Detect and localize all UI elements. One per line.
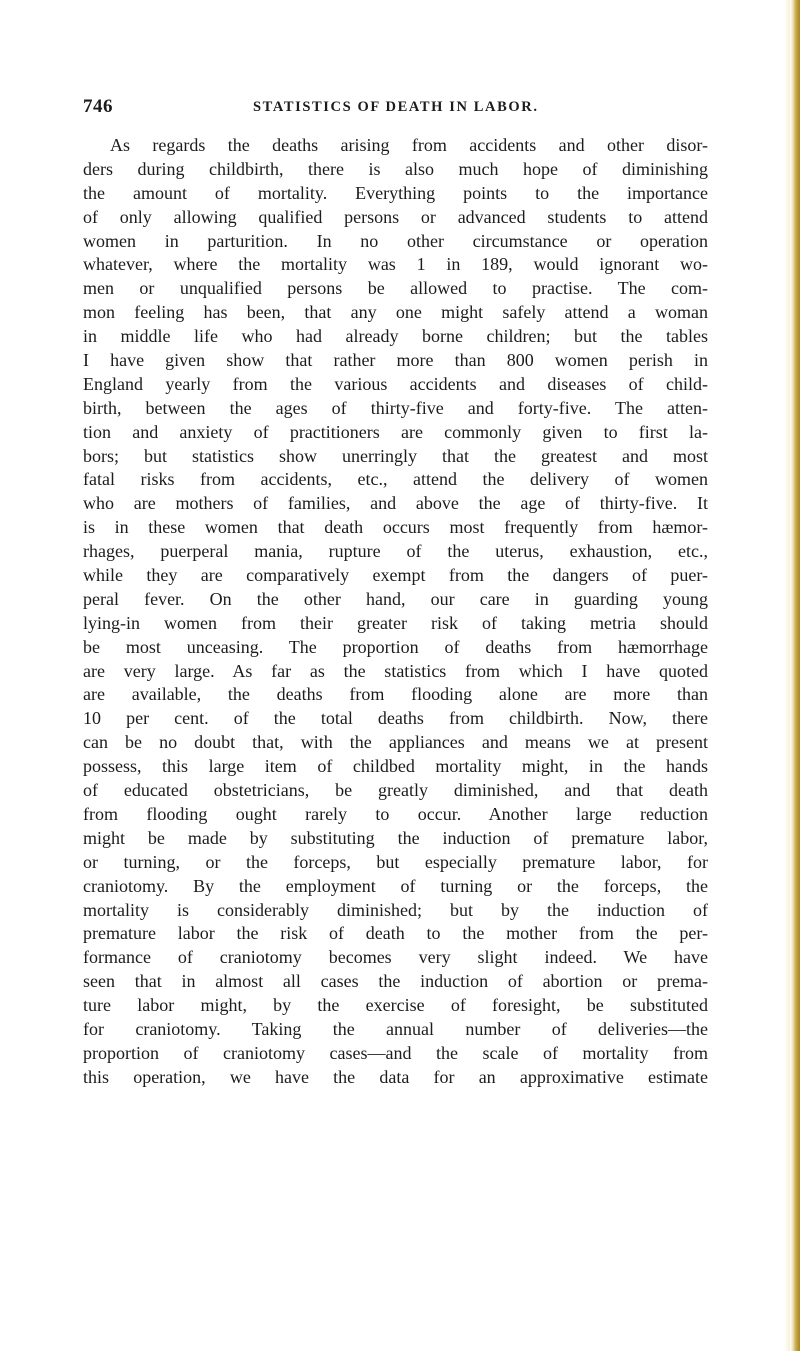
text-line: this operation, we have the data for an approximative estimate [83, 1066, 708, 1087]
text-line: who are mothers of families, and above the age of thirty-five. It [83, 493, 708, 514]
text-line: formance of craniotomy becomes very slight indeed. We have [83, 947, 708, 968]
text-line: are available, the deaths from flooding alone are more than [83, 684, 708, 705]
text-line: the amount of mortality. Everything points to the importance [83, 182, 708, 203]
text-line: tion and anxiety of practitioners are commonly given to first la- [83, 421, 708, 442]
text-line: in middle life who had already borne children; but the tables [83, 326, 708, 347]
text-line: be most unceasing. The proportion of deaths from hæmorrhage [83, 636, 708, 657]
text-line: 10 per cent. of the total deaths from childbirth. Now, there [83, 708, 708, 729]
text-line: I have given show that rather more than 800 women perish in [83, 350, 708, 371]
text-line: possess, this large item of childbed mortality might, in the hands [83, 756, 708, 777]
text-line: can be no doubt that, with the appliances and means we at present [83, 732, 708, 753]
text-line: or turning, or the forceps, but especially premature labor, for [83, 851, 708, 872]
page-header [83, 96, 708, 126]
text-line: of only allowing qualified persons or advanced students to attend [83, 206, 708, 227]
text-line: from flooding ought rarely to occur. Another large reduction [83, 803, 708, 824]
text-line: women in parturition. In no other circumstance or operation [83, 230, 708, 251]
text-line: ders during childbirth, there is also much hope of diminishing [83, 158, 708, 179]
text-line: for craniotomy. Taking the annual number of deliveries—the [83, 1018, 708, 1039]
text-line: mon feeling has been, that any one might safely attend a woman [83, 302, 708, 323]
text-line: whatever, where the mortality was 1 in 189, would ignorant wo- [83, 254, 708, 275]
text-line: rhages, puerperal mania, rupture of the uterus, exhaustion, etc., [83, 541, 708, 562]
text-line: As regards the deaths arising from accidents and other disor- [110, 135, 708, 155]
body-paragraph [83, 134, 708, 1090]
text-line: birth, between the ages of thirty-five and forty-five. The atten- [83, 397, 708, 418]
text-line: of educated obstetricians, be greatly diminished, and that death [83, 780, 708, 801]
text-line: proportion of craniotomy cases—and the scale of mortality from [83, 1042, 708, 1063]
text-line: are very large. As far as the statistics from which I have quoted [83, 660, 708, 681]
text-line: seen that in almost all cases the induction of abortion or prema- [83, 971, 708, 992]
text-line: lying-in women from their greater risk of taking metria should [83, 612, 708, 633]
book-binding-edge [790, 0, 800, 1351]
text-line: might be made by substituting the induction of premature labor, [83, 827, 708, 848]
text-line: England yearly from the various accidents and diseases of child- [83, 373, 708, 394]
text-line: men or unqualified persons be allowed to practise. The com- [83, 278, 708, 299]
page-number: 746 [83, 96, 113, 117]
text-line: peral fever. On the other hand, our care in guarding young [83, 588, 708, 609]
text-line: fatal risks from accidents, etc., attend the delivery of women [83, 469, 708, 490]
text-line: premature labor the risk of death to the mother from the per- [83, 923, 708, 944]
running-head: STATISTICS OF DEATH IN LABOR. [253, 99, 539, 115]
text-line: mortality is considerably diminished; but by the induction of [83, 899, 708, 920]
text-line: bors; but statistics show unerringly that the greatest and most [83, 445, 708, 466]
text-line: while they are comparatively exempt from the dangers of puer- [83, 565, 708, 586]
text-line: is in these women that death occurs most frequently from hæmor- [83, 517, 708, 538]
text-line: craniotomy. By the employment of turning or the forceps, the [83, 875, 708, 896]
text-line: ture labor might, by the exercise of foresight, be substituted [83, 995, 708, 1016]
